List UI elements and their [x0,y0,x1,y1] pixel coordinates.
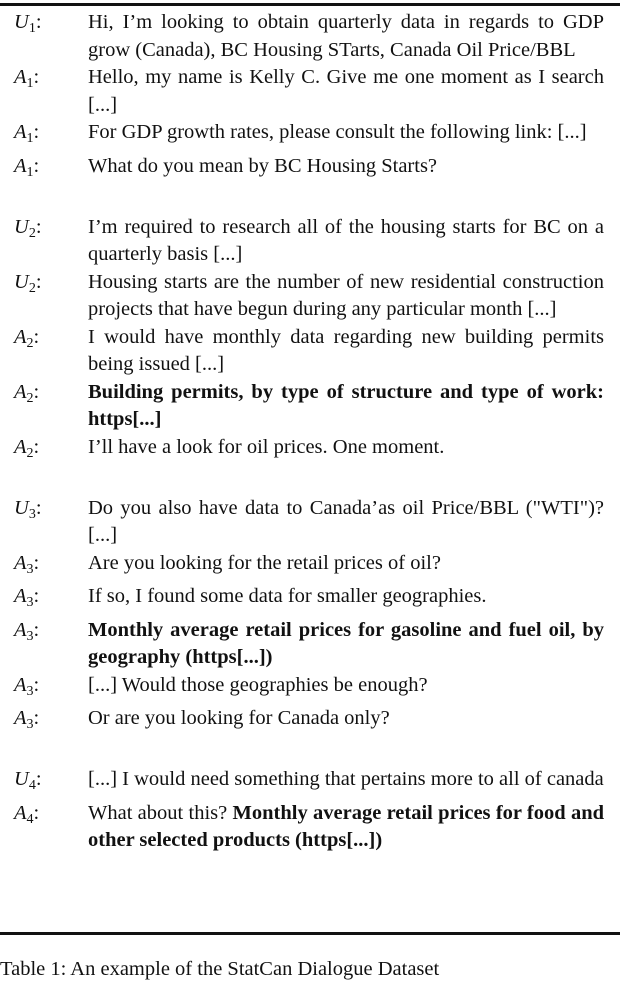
dialogue-turn [0,705,620,739]
speaker-letter: A [14,325,27,348]
utterance-text [88,434,604,462]
utterance-text [88,766,604,794]
speaker-colon: : [33,707,40,729]
dialogue-turn [0,617,620,672]
speaker-letter: U [14,768,29,790]
speaker-letter: U [14,270,29,293]
dialogue-turn [0,379,620,434]
utterance-segment: If so, I found some data for smaller geographies. [88,585,487,607]
dialogue-turn [0,672,620,706]
speaker-index: 3 [26,595,34,610]
speaker-colon: : [35,768,42,790]
speaker-label [0,434,88,468]
utterance-text [88,153,604,181]
utterance-segment: I’m required to research all of the housing starts for BC on a quarterly basis [...] [88,215,604,265]
utterance-segment: Do you also have data to Canada’as oil Price/BBL ("WTI")? [...] [88,496,604,546]
utterance-text [88,705,604,733]
speaker-label [0,800,88,834]
dialogue-turn [0,119,620,153]
speaker-index: 3 [26,561,34,577]
utterance-segment: Hi, I’m looking to obtain quarterly data in regards to GDP grow (Canada), BC Housing STarts, Canada Oil Price/BBL [88,11,604,61]
utterance-text [88,583,604,611]
dialogue-table [0,9,620,855]
utterance-text [88,379,604,434]
speaker-label [0,617,88,651]
speaker-index: 1 [26,76,34,91]
speaker-index: 2 [28,280,36,296]
speaker-colon: : [33,435,40,458]
speaker-letter: U [14,11,29,33]
utterance-text [88,9,604,64]
speaker-letter: A [14,585,27,607]
table-bottom-rule [0,932,620,935]
speaker-label [0,324,88,358]
speaker-letter: U [14,496,29,519]
dialogue-turn [0,434,620,468]
resource-title: Monthly average retail prices for food and other selected products (https[...]) [88,801,604,851]
table-caption: Table 1: An example of the StatCan Dialogue Dataset [0,958,440,980]
utterance-segment: What about this? [88,801,233,824]
utterance-segment: I’ll have a look for oil prices. One moment. [88,435,445,458]
dialogue-turn [0,214,620,269]
speaker-colon: : [33,121,40,143]
speaker-label [0,550,88,584]
speaker-index: 3 [26,717,34,732]
utterance-text [88,550,604,578]
speaker-index: 1 [28,21,36,36]
speaker-index: 2 [26,445,34,461]
speaker-colon: : [33,380,40,403]
utterance-segment: [...] I would need something that pertains more to all of canada [88,768,604,790]
utterance-text [88,269,604,324]
speaker-letter: A [14,707,27,729]
utterance-segment: Or are you looking for Canada only? [88,707,390,729]
speaker-letter: A [14,380,27,403]
utterance-text [88,119,604,147]
speaker-label [0,64,88,98]
utterance-segment: What do you mean by BC Housing Starts? [88,154,438,177]
speaker-colon: : [35,215,42,238]
dialogue-turn [0,550,620,584]
turn-gap [0,467,620,495]
speaker-colon: : [35,270,42,293]
speaker-label [0,119,88,153]
speaker-colon: : [33,66,40,88]
utterance-segment: [...] Would those geographies be enough? [88,673,428,696]
speaker-colon: : [33,673,40,696]
utterance-text [88,495,604,550]
speaker-index: 4 [28,778,36,793]
speaker-letter: A [14,121,27,143]
speaker-colon: : [33,801,40,824]
speaker-colon: : [33,618,40,641]
speaker-colon: : [35,11,42,33]
turn-gap [0,186,620,214]
dialogue-turn [0,766,620,800]
speaker-colon: : [33,585,40,607]
speaker-letter: A [14,618,27,641]
speaker-label [0,269,88,303]
speaker-colon: : [35,496,42,519]
speaker-colon: : [33,325,40,348]
dialogue-turn [0,9,620,64]
dialogue-turn [0,800,620,855]
speaker-letter: A [14,801,27,824]
speaker-index: 1 [26,164,34,180]
speaker-letter: A [14,435,27,458]
dialogue-turn [0,324,620,379]
speaker-index: 3 [26,683,34,699]
speaker-index: 3 [28,506,36,522]
dialogue-turn [0,495,620,550]
table-top-rule [0,3,620,6]
speaker-letter: A [14,154,27,177]
utterance-segment: I would have monthly data regarding new building permits being issued [...] [88,325,604,375]
speaker-index: 1 [26,131,34,146]
speaker-index: 4 [26,811,34,827]
speaker-label [0,583,88,617]
speaker-label [0,153,88,187]
utterance-segment: Are you looking for the retail prices of oil? [88,551,441,574]
speaker-label [0,672,88,706]
dialogue-turn [0,153,620,187]
speaker-colon: : [33,154,40,177]
speaker-label [0,705,88,739]
speaker-label [0,766,88,800]
speaker-label [0,495,88,529]
speaker-letter: A [14,551,27,574]
speaker-letter: U [14,215,29,238]
utterance-text [88,64,604,119]
speaker-label [0,9,88,43]
utterance-text [88,617,604,672]
utterance-text [88,324,604,379]
speaker-colon: : [33,551,40,574]
resource-title: Building permits, by type of structure and type of work: https[...] [88,380,604,430]
speaker-letter: A [14,66,27,88]
speaker-index: 2 [26,390,34,406]
dialogue-turn [0,583,620,617]
speaker-label [0,379,88,413]
utterance-segment: For GDP growth rates, please consult the following link: [...] [88,121,587,143]
dialogue-turn [0,269,620,324]
speaker-label [0,214,88,248]
dialogue-turn [0,64,620,119]
speaker-index: 3 [26,628,34,644]
resource-title: Monthly average retail prices for gasoline and fuel oil, by geography (https[...]) [88,618,604,668]
utterance-text [88,214,604,269]
speaker-letter: A [14,673,27,696]
utterance-segment: Housing starts are the number of new residential construction projects that have begun during any particular month [...] [88,270,604,320]
turn-gap [0,739,620,767]
speaker-index: 2 [28,225,36,241]
speaker-index: 2 [26,335,34,351]
utterance-text [88,672,604,700]
utterance-segment: Hello, my name is Kelly C. Give me one moment as I search [...] [88,66,604,116]
utterance-text [88,800,604,855]
